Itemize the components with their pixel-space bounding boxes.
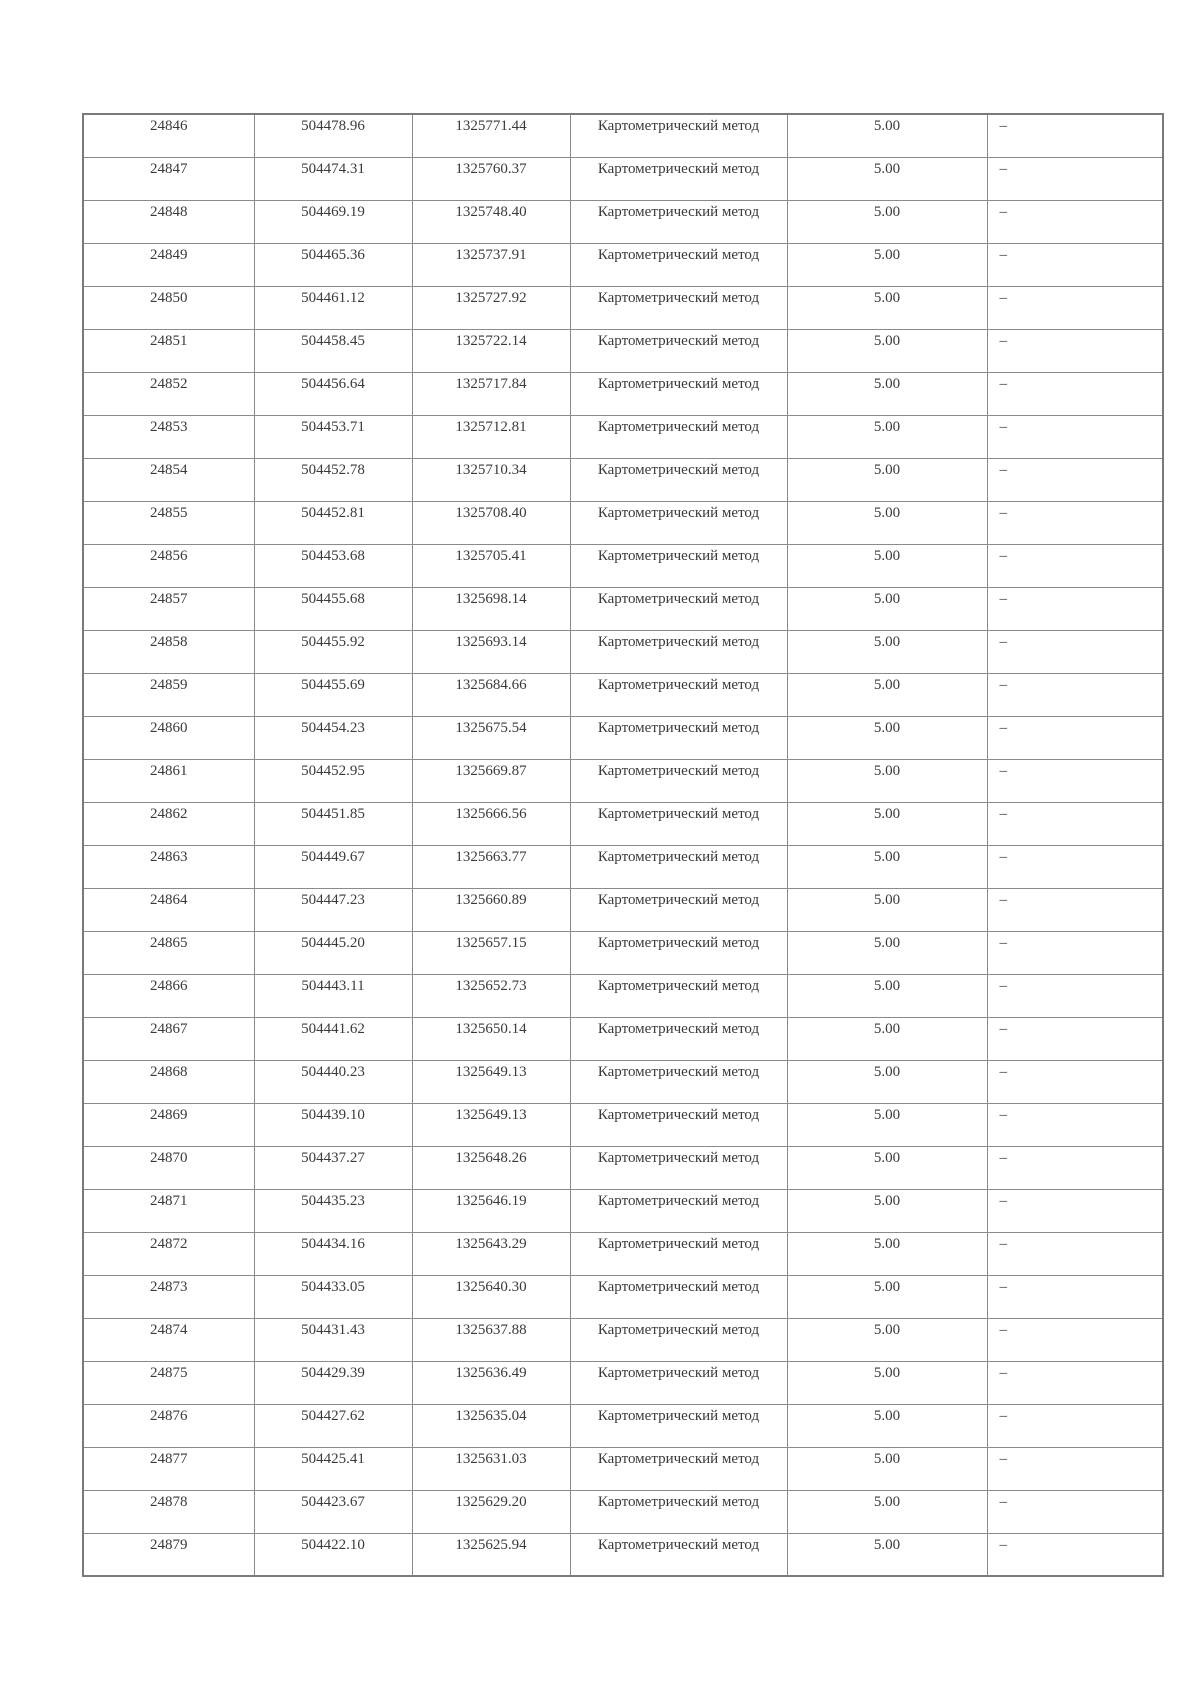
accuracy-cell: 5.00 bbox=[787, 888, 987, 931]
method-cell: Картометрический метод bbox=[570, 243, 787, 286]
y-coordinate-cell: 1325722.14 bbox=[412, 329, 570, 372]
accuracy-cell: 5.00 bbox=[787, 759, 987, 802]
table-row bbox=[83, 243, 1163, 286]
table-row bbox=[83, 587, 1163, 630]
y-coordinate-cell: 1325684.66 bbox=[412, 673, 570, 716]
description-cell: – bbox=[987, 286, 1163, 329]
y-coordinate-cell: 1325649.13 bbox=[412, 1060, 570, 1103]
x-coordinate-cell: 504452.78 bbox=[254, 458, 412, 501]
point-number-cell: 24866 bbox=[83, 974, 254, 1017]
point-number-cell: 24876 bbox=[83, 1404, 254, 1447]
description-cell: – bbox=[987, 802, 1163, 845]
point-number-cell: 24850 bbox=[83, 286, 254, 329]
y-coordinate-cell: 1325629.20 bbox=[412, 1490, 570, 1533]
table-row bbox=[83, 286, 1163, 329]
point-number-cell: 24872 bbox=[83, 1232, 254, 1275]
description-cell: – bbox=[987, 1103, 1163, 1146]
table-row bbox=[83, 1447, 1163, 1490]
method-cell: Картометрический метод bbox=[570, 1060, 787, 1103]
y-coordinate-cell: 1325650.14 bbox=[412, 1017, 570, 1060]
y-coordinate-cell: 1325646.19 bbox=[412, 1189, 570, 1232]
coordinates-table bbox=[82, 113, 1164, 1577]
method-cell: Картометрический метод bbox=[570, 802, 787, 845]
point-number-cell: 24859 bbox=[83, 673, 254, 716]
y-coordinate-cell: 1325657.15 bbox=[412, 931, 570, 974]
description-cell: – bbox=[987, 501, 1163, 544]
accuracy-cell: 5.00 bbox=[787, 458, 987, 501]
table-row bbox=[83, 372, 1163, 415]
x-coordinate-cell: 504435.23 bbox=[254, 1189, 412, 1232]
accuracy-cell: 5.00 bbox=[787, 931, 987, 974]
accuracy-cell: 5.00 bbox=[787, 1490, 987, 1533]
x-coordinate-cell: 504423.67 bbox=[254, 1490, 412, 1533]
method-cell: Картометрический метод bbox=[570, 415, 787, 458]
point-number-cell: 24873 bbox=[83, 1275, 254, 1318]
x-coordinate-cell: 504433.05 bbox=[254, 1275, 412, 1318]
accuracy-cell: 5.00 bbox=[787, 673, 987, 716]
y-coordinate-cell: 1325710.34 bbox=[412, 458, 570, 501]
point-number-cell: 24858 bbox=[83, 630, 254, 673]
accuracy-cell: 5.00 bbox=[787, 1017, 987, 1060]
description-cell: – bbox=[987, 372, 1163, 415]
description-cell: – bbox=[987, 458, 1163, 501]
x-coordinate-cell: 504437.27 bbox=[254, 1146, 412, 1189]
accuracy-cell: 5.00 bbox=[787, 286, 987, 329]
y-coordinate-cell: 1325636.49 bbox=[412, 1361, 570, 1404]
method-cell: Картометрический метод bbox=[570, 1490, 787, 1533]
y-coordinate-cell: 1325640.30 bbox=[412, 1275, 570, 1318]
x-coordinate-cell: 504439.10 bbox=[254, 1103, 412, 1146]
table-row bbox=[83, 1275, 1163, 1318]
y-coordinate-cell: 1325708.40 bbox=[412, 501, 570, 544]
point-number-cell: 24864 bbox=[83, 888, 254, 931]
description-cell: – bbox=[987, 759, 1163, 802]
table-row bbox=[83, 157, 1163, 200]
accuracy-cell: 5.00 bbox=[787, 1060, 987, 1103]
method-cell: Картометрический метод bbox=[570, 544, 787, 587]
table-row bbox=[83, 1490, 1163, 1533]
x-coordinate-cell: 504452.81 bbox=[254, 501, 412, 544]
table-row bbox=[83, 1017, 1163, 1060]
y-coordinate-cell: 1325643.29 bbox=[412, 1232, 570, 1275]
accuracy-cell: 5.00 bbox=[787, 1318, 987, 1361]
accuracy-cell: 5.00 bbox=[787, 716, 987, 759]
description-cell: – bbox=[987, 1060, 1163, 1103]
x-coordinate-cell: 504440.23 bbox=[254, 1060, 412, 1103]
table-row bbox=[83, 802, 1163, 845]
table-row bbox=[83, 759, 1163, 802]
point-number-cell: 24847 bbox=[83, 157, 254, 200]
accuracy-cell: 5.00 bbox=[787, 845, 987, 888]
point-number-cell: 24854 bbox=[83, 458, 254, 501]
y-coordinate-cell: 1325625.94 bbox=[412, 1533, 570, 1576]
x-coordinate-cell: 504449.67 bbox=[254, 845, 412, 888]
point-number-cell: 24879 bbox=[83, 1533, 254, 1576]
table-row bbox=[83, 329, 1163, 372]
point-number-cell: 24852 bbox=[83, 372, 254, 415]
x-coordinate-cell: 504453.71 bbox=[254, 415, 412, 458]
table-row bbox=[83, 1060, 1163, 1103]
point-number-cell: 24849 bbox=[83, 243, 254, 286]
x-coordinate-cell: 504445.20 bbox=[254, 931, 412, 974]
y-coordinate-cell: 1325660.89 bbox=[412, 888, 570, 931]
method-cell: Картометрический метод bbox=[570, 1275, 787, 1318]
point-number-cell: 24875 bbox=[83, 1361, 254, 1404]
x-coordinate-cell: 504443.11 bbox=[254, 974, 412, 1017]
description-cell: – bbox=[987, 931, 1163, 974]
x-coordinate-cell: 504474.31 bbox=[254, 157, 412, 200]
point-number-cell: 24862 bbox=[83, 802, 254, 845]
x-coordinate-cell: 504431.43 bbox=[254, 1318, 412, 1361]
accuracy-cell: 5.00 bbox=[787, 157, 987, 200]
y-coordinate-cell: 1325652.73 bbox=[412, 974, 570, 1017]
description-cell: – bbox=[987, 1447, 1163, 1490]
method-cell: Картометрический метод bbox=[570, 845, 787, 888]
description-cell: – bbox=[987, 587, 1163, 630]
method-cell: Картометрический метод bbox=[570, 501, 787, 544]
description-cell: – bbox=[987, 888, 1163, 931]
y-coordinate-cell: 1325635.04 bbox=[412, 1404, 570, 1447]
y-coordinate-cell: 1325771.44 bbox=[412, 114, 570, 157]
method-cell: Картометрический метод bbox=[570, 1404, 787, 1447]
accuracy-cell: 5.00 bbox=[787, 1232, 987, 1275]
accuracy-cell: 5.00 bbox=[787, 1533, 987, 1576]
x-coordinate-cell: 504429.39 bbox=[254, 1361, 412, 1404]
table-row bbox=[83, 501, 1163, 544]
method-cell: Картометрический метод bbox=[570, 931, 787, 974]
method-cell: Картометрический метод bbox=[570, 630, 787, 673]
table-row bbox=[83, 974, 1163, 1017]
method-cell: Картометрический метод bbox=[570, 1146, 787, 1189]
table-row bbox=[83, 200, 1163, 243]
description-cell: – bbox=[987, 1490, 1163, 1533]
accuracy-cell: 5.00 bbox=[787, 544, 987, 587]
point-number-cell: 24869 bbox=[83, 1103, 254, 1146]
x-coordinate-cell: 504452.95 bbox=[254, 759, 412, 802]
point-number-cell: 24853 bbox=[83, 415, 254, 458]
method-cell: Картометрический метод bbox=[570, 1189, 787, 1232]
method-cell: Картометрический метод bbox=[570, 888, 787, 931]
x-coordinate-cell: 504465.36 bbox=[254, 243, 412, 286]
table-row bbox=[83, 458, 1163, 501]
y-coordinate-cell: 1325698.14 bbox=[412, 587, 570, 630]
table-row bbox=[83, 1103, 1163, 1146]
accuracy-cell: 5.00 bbox=[787, 372, 987, 415]
description-cell: – bbox=[987, 1533, 1163, 1576]
description-cell: – bbox=[987, 974, 1163, 1017]
table-row bbox=[83, 1232, 1163, 1275]
method-cell: Картометрический метод bbox=[570, 1232, 787, 1275]
description-cell: – bbox=[987, 845, 1163, 888]
table-row bbox=[83, 630, 1163, 673]
x-coordinate-cell: 504453.68 bbox=[254, 544, 412, 587]
table-row bbox=[83, 888, 1163, 931]
x-coordinate-cell: 504456.64 bbox=[254, 372, 412, 415]
point-number-cell: 24878 bbox=[83, 1490, 254, 1533]
method-cell: Картометрический метод bbox=[570, 1361, 787, 1404]
method-cell: Картометрический метод bbox=[570, 673, 787, 716]
table-row bbox=[83, 716, 1163, 759]
description-cell: – bbox=[987, 544, 1163, 587]
accuracy-cell: 5.00 bbox=[787, 1361, 987, 1404]
accuracy-cell: 5.00 bbox=[787, 415, 987, 458]
method-cell: Картометрический метод bbox=[570, 974, 787, 1017]
table-row bbox=[83, 931, 1163, 974]
accuracy-cell: 5.00 bbox=[787, 1447, 987, 1490]
description-cell: – bbox=[987, 1361, 1163, 1404]
x-coordinate-cell: 504425.41 bbox=[254, 1447, 412, 1490]
description-cell: – bbox=[987, 1318, 1163, 1361]
table-row bbox=[83, 1146, 1163, 1189]
point-number-cell: 24855 bbox=[83, 501, 254, 544]
y-coordinate-cell: 1325675.54 bbox=[412, 716, 570, 759]
accuracy-cell: 5.00 bbox=[787, 200, 987, 243]
accuracy-cell: 5.00 bbox=[787, 630, 987, 673]
y-coordinate-cell: 1325760.37 bbox=[412, 157, 570, 200]
method-cell: Картометрический метод bbox=[570, 1017, 787, 1060]
method-cell: Картометрический метод bbox=[570, 716, 787, 759]
method-cell: Картометрический метод bbox=[570, 1447, 787, 1490]
point-number-cell: 24863 bbox=[83, 845, 254, 888]
description-cell: – bbox=[987, 716, 1163, 759]
accuracy-cell: 5.00 bbox=[787, 802, 987, 845]
accuracy-cell: 5.00 bbox=[787, 243, 987, 286]
point-number-cell: 24846 bbox=[83, 114, 254, 157]
x-coordinate-cell: 504434.16 bbox=[254, 1232, 412, 1275]
accuracy-cell: 5.00 bbox=[787, 1404, 987, 1447]
x-coordinate-cell: 504451.85 bbox=[254, 802, 412, 845]
point-number-cell: 24861 bbox=[83, 759, 254, 802]
method-cell: Картометрический метод bbox=[570, 587, 787, 630]
x-coordinate-cell: 504455.68 bbox=[254, 587, 412, 630]
description-cell: – bbox=[987, 1189, 1163, 1232]
y-coordinate-cell: 1325631.03 bbox=[412, 1447, 570, 1490]
description-cell: – bbox=[987, 1232, 1163, 1275]
table-body bbox=[83, 114, 1163, 1576]
y-coordinate-cell: 1325712.81 bbox=[412, 415, 570, 458]
table-row bbox=[83, 1318, 1163, 1361]
table-row bbox=[83, 673, 1163, 716]
table-row bbox=[83, 1533, 1163, 1576]
description-cell: – bbox=[987, 1404, 1163, 1447]
accuracy-cell: 5.00 bbox=[787, 329, 987, 372]
table-row bbox=[83, 845, 1163, 888]
x-coordinate-cell: 504455.92 bbox=[254, 630, 412, 673]
method-cell: Картометрический метод bbox=[570, 200, 787, 243]
x-coordinate-cell: 504454.23 bbox=[254, 716, 412, 759]
y-coordinate-cell: 1325737.91 bbox=[412, 243, 570, 286]
point-number-cell: 24860 bbox=[83, 716, 254, 759]
y-coordinate-cell: 1325693.14 bbox=[412, 630, 570, 673]
y-coordinate-cell: 1325648.26 bbox=[412, 1146, 570, 1189]
description-cell: – bbox=[987, 114, 1163, 157]
y-coordinate-cell: 1325637.88 bbox=[412, 1318, 570, 1361]
method-cell: Картометрический метод bbox=[570, 458, 787, 501]
method-cell: Картометрический метод bbox=[570, 759, 787, 802]
description-cell: – bbox=[987, 673, 1163, 716]
y-coordinate-cell: 1325717.84 bbox=[412, 372, 570, 415]
accuracy-cell: 5.00 bbox=[787, 1189, 987, 1232]
method-cell: Картометрический метод bbox=[570, 286, 787, 329]
accuracy-cell: 5.00 bbox=[787, 501, 987, 544]
y-coordinate-cell: 1325666.56 bbox=[412, 802, 570, 845]
point-number-cell: 24870 bbox=[83, 1146, 254, 1189]
x-coordinate-cell: 504469.19 bbox=[254, 200, 412, 243]
point-number-cell: 24856 bbox=[83, 544, 254, 587]
table-row bbox=[83, 544, 1163, 587]
point-number-cell: 24871 bbox=[83, 1189, 254, 1232]
table-row bbox=[83, 114, 1163, 157]
x-coordinate-cell: 504427.62 bbox=[254, 1404, 412, 1447]
accuracy-cell: 5.00 bbox=[787, 1275, 987, 1318]
method-cell: Картометрический метод bbox=[570, 1318, 787, 1361]
accuracy-cell: 5.00 bbox=[787, 114, 987, 157]
description-cell: – bbox=[987, 415, 1163, 458]
description-cell: – bbox=[987, 1017, 1163, 1060]
method-cell: Картометрический метод bbox=[570, 1103, 787, 1146]
accuracy-cell: 5.00 bbox=[787, 1146, 987, 1189]
y-coordinate-cell: 1325748.40 bbox=[412, 200, 570, 243]
accuracy-cell: 5.00 bbox=[787, 974, 987, 1017]
table-row bbox=[83, 1361, 1163, 1404]
method-cell: Картометрический метод bbox=[570, 157, 787, 200]
y-coordinate-cell: 1325663.77 bbox=[412, 845, 570, 888]
table-row bbox=[83, 415, 1163, 458]
y-coordinate-cell: 1325649.13 bbox=[412, 1103, 570, 1146]
table-row bbox=[83, 1404, 1163, 1447]
method-cell: Картометрический метод bbox=[570, 114, 787, 157]
point-number-cell: 24867 bbox=[83, 1017, 254, 1060]
point-number-cell: 24874 bbox=[83, 1318, 254, 1361]
method-cell: Картометрический метод bbox=[570, 372, 787, 415]
x-coordinate-cell: 504455.69 bbox=[254, 673, 412, 716]
point-number-cell: 24868 bbox=[83, 1060, 254, 1103]
point-number-cell: 24877 bbox=[83, 1447, 254, 1490]
x-coordinate-cell: 504447.23 bbox=[254, 888, 412, 931]
description-cell: – bbox=[987, 243, 1163, 286]
point-number-cell: 24851 bbox=[83, 329, 254, 372]
y-coordinate-cell: 1325705.41 bbox=[412, 544, 570, 587]
description-cell: – bbox=[987, 1275, 1163, 1318]
description-cell: – bbox=[987, 157, 1163, 200]
x-coordinate-cell: 504461.12 bbox=[254, 286, 412, 329]
accuracy-cell: 5.00 bbox=[787, 587, 987, 630]
x-coordinate-cell: 504458.45 bbox=[254, 329, 412, 372]
x-coordinate-cell: 504441.62 bbox=[254, 1017, 412, 1060]
point-number-cell: 24857 bbox=[83, 587, 254, 630]
y-coordinate-cell: 1325669.87 bbox=[412, 759, 570, 802]
description-cell: – bbox=[987, 329, 1163, 372]
description-cell: – bbox=[987, 1146, 1163, 1189]
point-number-cell: 24848 bbox=[83, 200, 254, 243]
description-cell: – bbox=[987, 200, 1163, 243]
x-coordinate-cell: 504422.10 bbox=[254, 1533, 412, 1576]
point-number-cell: 24865 bbox=[83, 931, 254, 974]
method-cell: Картометрический метод bbox=[570, 329, 787, 372]
table-row bbox=[83, 1189, 1163, 1232]
method-cell: Картометрический метод bbox=[570, 1533, 787, 1576]
accuracy-cell: 5.00 bbox=[787, 1103, 987, 1146]
description-cell: – bbox=[987, 630, 1163, 673]
x-coordinate-cell: 504478.96 bbox=[254, 114, 412, 157]
y-coordinate-cell: 1325727.92 bbox=[412, 286, 570, 329]
